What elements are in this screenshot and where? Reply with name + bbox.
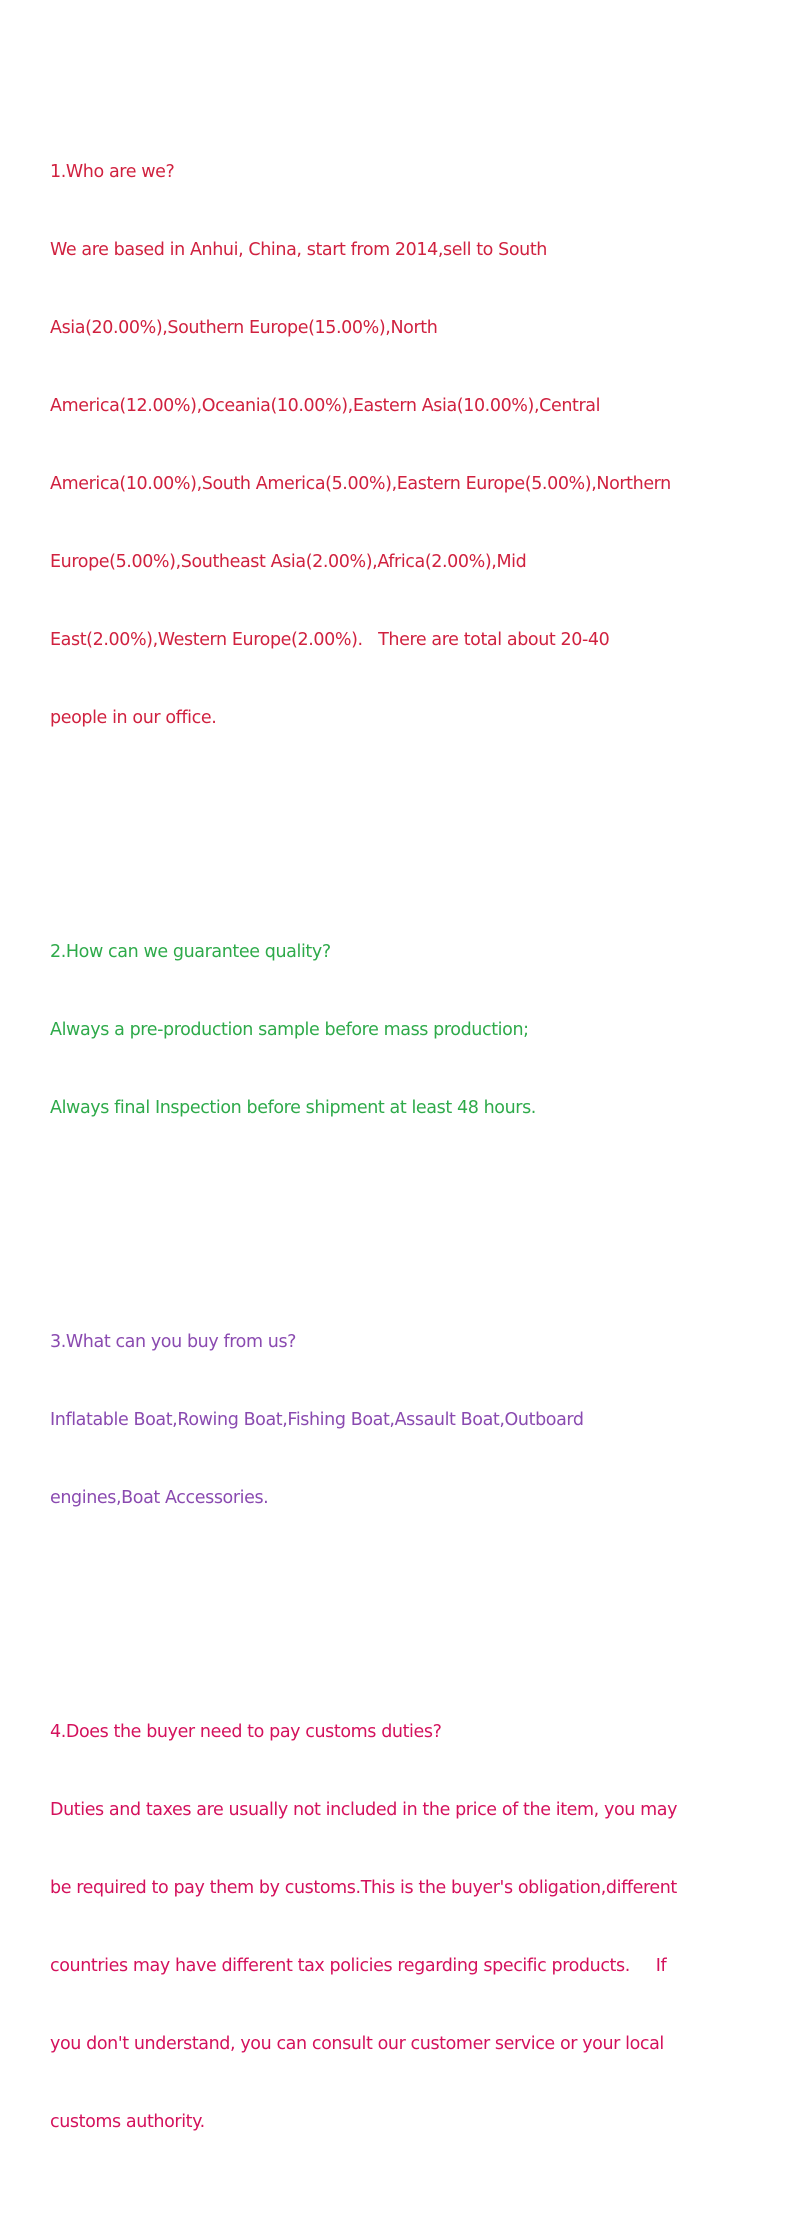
faq-answer-line: you don't understand, you can consult our customer service or your local (50, 2034, 664, 2054)
faq-answer-line: engines,Boat Accessories. (50, 1488, 269, 1508)
faq-question-quality: 2.How can we guarantee quality? (50, 942, 331, 962)
faq-section-products (50, 1277, 730, 1563)
faq-section-who-are-we (50, 107, 730, 783)
faq-answer-line: Duties and taxes are usually not included in the price of the item, you may (50, 1800, 678, 1820)
faq-answer-line: America(10.00%),South America(5.00%),Eastern Europe(5.00%),Northern (50, 474, 671, 494)
faq-answer-line: Always final Inspection before shipment at least 48 hours. (50, 1098, 536, 1118)
faq-section-quality (50, 887, 730, 1173)
faq-answer-line: Always a pre-production sample before mass production; (50, 1020, 529, 1040)
faq-answer-line: people in our office. (50, 708, 217, 728)
faq-answer-line: Inflatable Boat,Rowing Boat,Fishing Boat,Assault Boat,Outboard (50, 1410, 584, 1430)
faq-answer-line: America(12.00%),Oceania(10.00%),Eastern Asia(10.00%),Central (50, 396, 601, 416)
faq-section-customs (50, 1667, 730, 2187)
faq-question-products: 3.What can you buy from us? (50, 1332, 297, 1352)
faq-answer-line: Europe(5.00%),Southeast Asia(2.00%),Africa(2.00%),Mid (50, 552, 527, 572)
faq-answer-line: be required to pay them by customs.This is the buyer's obligation,different (50, 1878, 677, 1898)
faq-answer-line: customs authority. (50, 2112, 205, 2132)
faq-question-who-are-we: 1.Who are we? (50, 162, 175, 182)
faq-answer-line: countries may have different tax policies regarding specific products. If (50, 1956, 667, 1976)
faq-text-block (50, 55, 730, 2239)
faq-answer-line: Asia(20.00%),Southern Europe(15.00%),North (50, 318, 438, 338)
faq-answer-line: We are based in Anhui, China, start from 2014,sell to South (50, 240, 547, 260)
faq-answer-line: East(2.00%),Western Europe(2.00%). There are total about 20-40 (50, 630, 610, 650)
faq-question-customs: 4.Does the buyer need to pay customs duties? (50, 1722, 442, 1742)
